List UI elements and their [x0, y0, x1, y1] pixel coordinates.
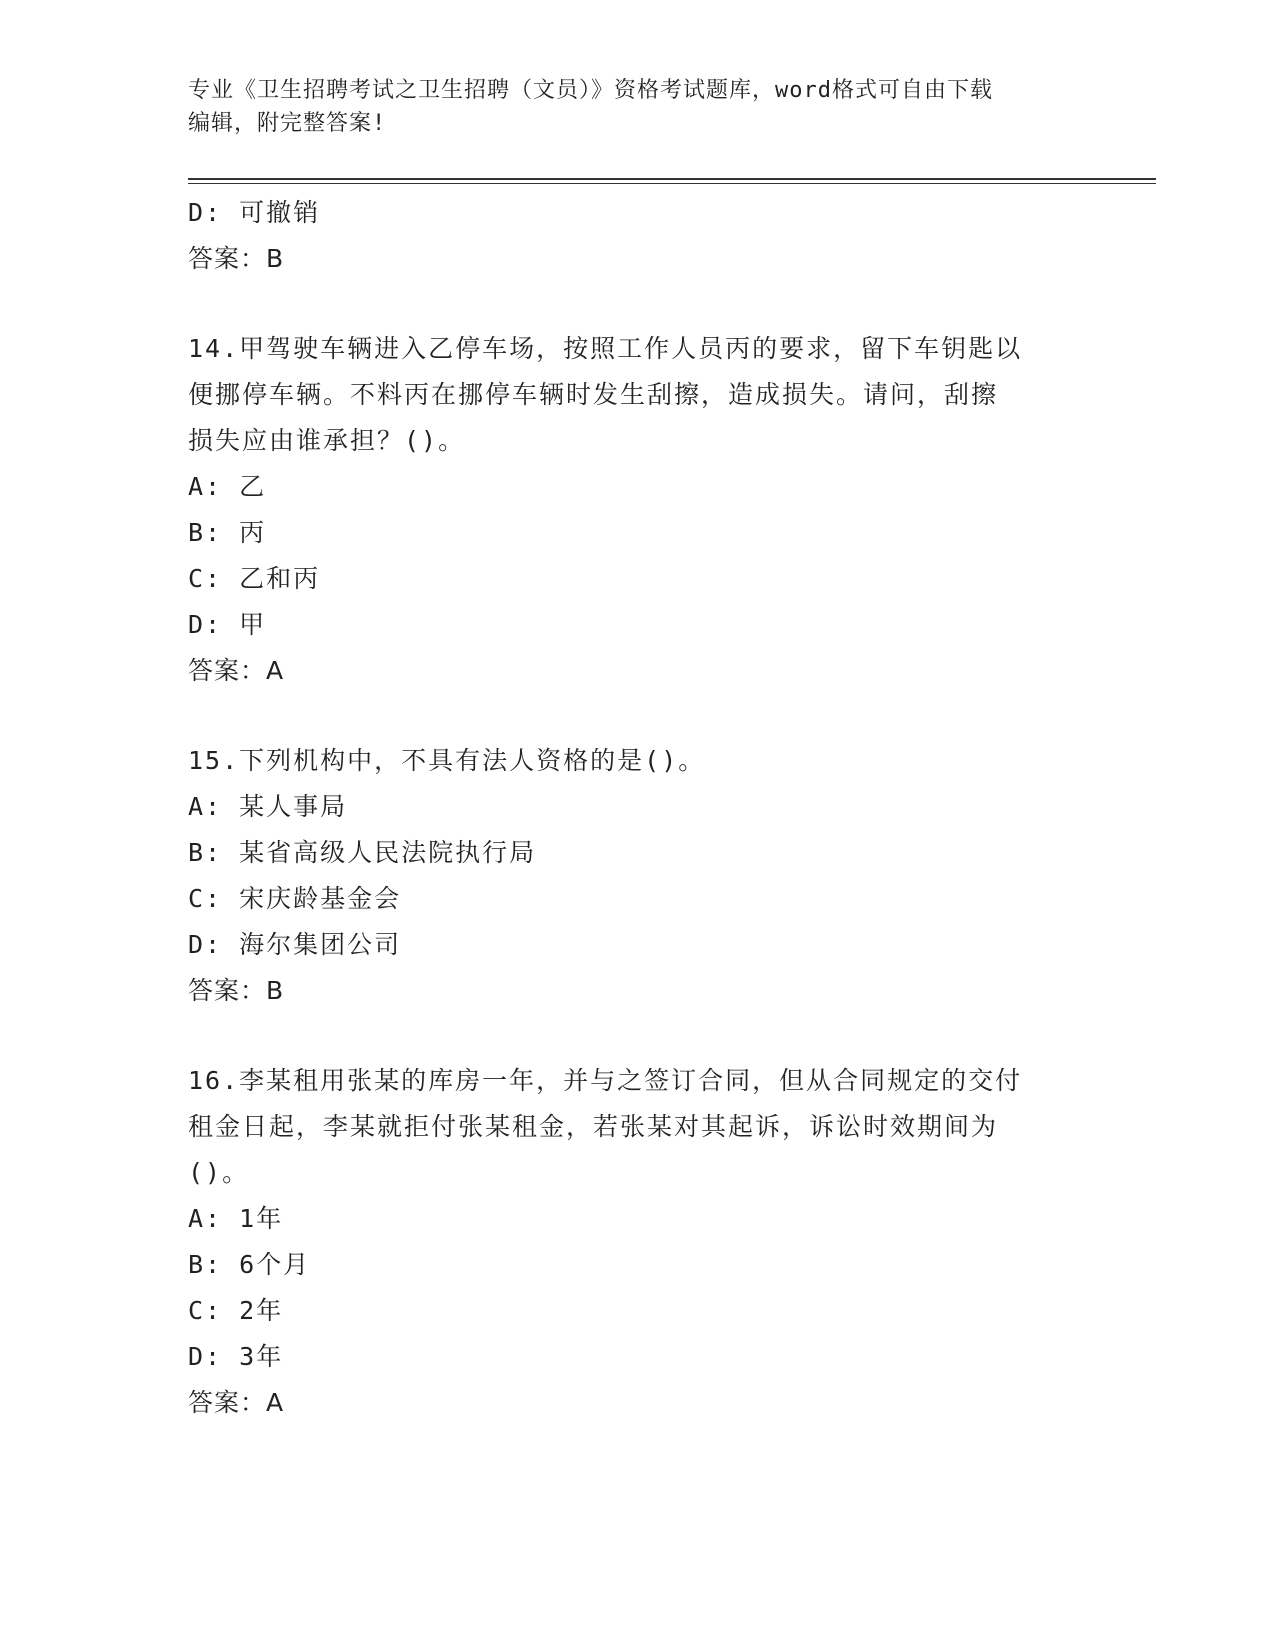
- header-line-2: 编辑，附完整答案!: [188, 111, 387, 136]
- question-stem-line: 15.下列机构中，不具有法人资格的是()。: [188, 746, 706, 775]
- option-a: A: 乙: [188, 472, 267, 501]
- header-rule-thin: [188, 183, 1156, 184]
- prev-answer: 答案：B: [188, 244, 285, 273]
- header-rule-thick: [188, 178, 1156, 180]
- question-stem-line: 便挪停车辆。不料丙在挪停车辆时发生刮擦，造成损失。请问，刮擦: [188, 380, 999, 409]
- option-d: D: 甲: [188, 610, 267, 639]
- option-a: A: 1年: [188, 1204, 284, 1233]
- question-stem-line: 损失应由谁承担？()。: [188, 426, 466, 455]
- option-b: B: 某省高级人民法院执行局: [188, 838, 537, 867]
- document-header: [188, 74, 1068, 140]
- header-line-1: 专业《卫生招聘考试之卫生招聘（文员）》资格考试题库，word格式可自由下载: [188, 78, 993, 103]
- prev-option-d: D: 可撤销: [188, 198, 321, 227]
- question-15: [188, 738, 1088, 1014]
- spacer: [188, 694, 1088, 738]
- answer: 答案：B: [188, 976, 285, 1005]
- question-stem-line: 14.甲驾驶车辆进入乙停车场，按照工作人员丙的要求，留下车钥匙以: [188, 334, 1023, 363]
- option-c: C: 宋庆龄基金会: [188, 884, 402, 913]
- option-c: C: 乙和丙: [188, 564, 321, 593]
- option-c: C: 2年: [188, 1296, 284, 1325]
- question-content: [188, 190, 1088, 1426]
- option-a: A: 某人事局: [188, 792, 348, 821]
- option-b: B: 丙: [188, 518, 267, 547]
- question-16: [188, 1058, 1088, 1426]
- question-14: [188, 326, 1088, 694]
- option-b: B: 6个月: [188, 1250, 311, 1279]
- question-stem-line: ()。: [188, 1158, 250, 1187]
- option-d: D: 3年: [188, 1342, 284, 1371]
- spacer: [188, 282, 1088, 326]
- question-stem-line: 租金日起，李某就拒付张某租金，若张某对其起诉，诉讼时效期间为: [188, 1112, 999, 1141]
- answer: 答案：A: [188, 656, 285, 685]
- spacer: [188, 1014, 1088, 1058]
- answer: 答案：A: [188, 1388, 285, 1417]
- question-stem-line: 16.李某租用张某的库房一年，并与之签订合同，但从合同规定的交付: [188, 1066, 1023, 1095]
- option-d: D: 海尔集团公司: [188, 930, 402, 959]
